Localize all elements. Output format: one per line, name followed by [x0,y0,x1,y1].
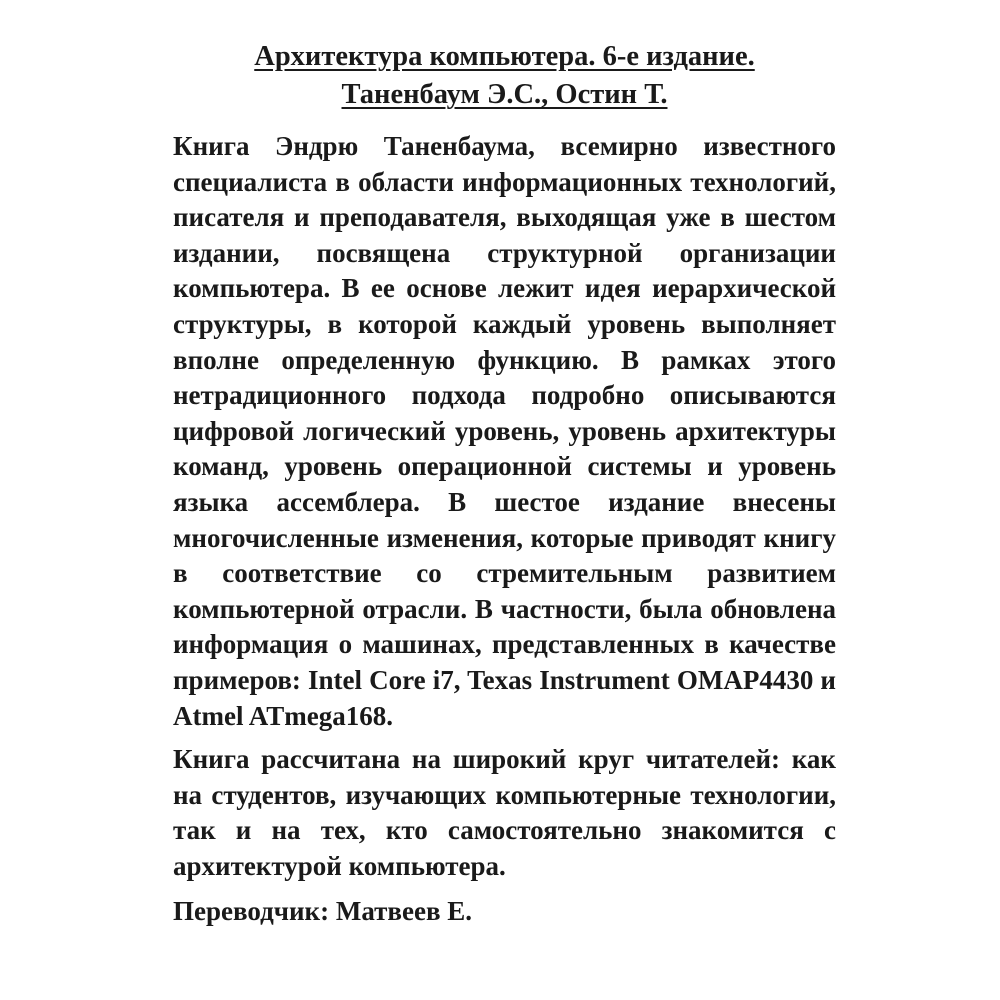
document-page [173,38,836,930]
translator-line: Переводчик: Матвеев Е. [173,896,473,927]
audience-paragraph: Книга рассчитана на широкий круг читателей: как на студентов, изучающих компьютерные технологии, так и на тех, кто самостоятельно знакомится с архитектурой компьютера. [173,744,836,881]
document-title [173,38,836,114]
title-line-authors: Таненбаум Э.С., Остин Т. [341,79,668,110]
description-paragraph: Книга Эндрю Таненбаума, всемирно известного специалиста в области информационных технологий, писателя и преподавателя, выходящая уже в шестом издании, посвящена структурной организации компьютера. В ее основе лежит идея иерархической структуры, в которой каждый уровень выполняет вполне определенную функцию. В рамках этого нетрадиционного подхода подробно описываются цифровой логический уровень, уровень архитектуры команд, уровень операционной системы и уровень языка ассемблера. В шестое издание внесены многочисленные изменения, которые приводят книгу в соответствие со стремительным развитием компьютерной отрасли. В частности, была обновлена информация о машинах, представленных в качестве примеров: Intel Core i7, Texas Instrument OMAP4430 и Atmel ATmega168. [173,131,836,731]
title-line-book: Архитектура компьютера. 6-е издание. [254,41,755,72]
